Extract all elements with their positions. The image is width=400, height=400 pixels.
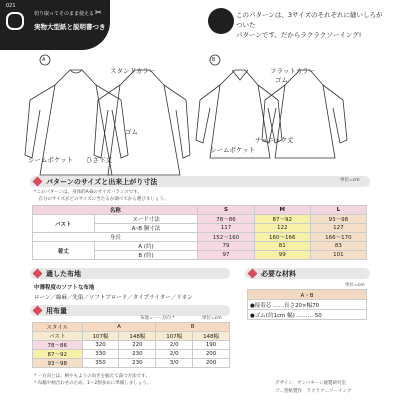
logo-icon bbox=[208, 8, 234, 34]
cell: 230 bbox=[119, 359, 156, 368]
table-row bbox=[33, 215, 367, 224]
cell: 99 bbox=[254, 251, 310, 260]
col-name: 名称 bbox=[33, 206, 198, 215]
table-row bbox=[33, 233, 367, 242]
width-label: 148幅 bbox=[193, 332, 230, 341]
cell: 190 bbox=[193, 341, 230, 350]
cell: 220 bbox=[119, 341, 156, 350]
cell: 200 bbox=[193, 359, 230, 368]
row-label: A (約) bbox=[94, 242, 198, 251]
col-s: S bbox=[198, 206, 254, 215]
cell: 93〜98 bbox=[310, 215, 366, 224]
range: 93〜98 bbox=[33, 359, 83, 368]
header-line-1: 切り取ってそのまま使える bbox=[34, 11, 95, 17]
fabric-examples: ローン／綿麻／先染／ソフトブロード／タイプライター／リネン bbox=[34, 295, 193, 301]
row-label: ヌード寸法 bbox=[94, 215, 198, 224]
usage-table bbox=[32, 322, 230, 368]
size-unit: 単位=cm bbox=[340, 178, 360, 183]
style-b: B bbox=[156, 323, 230, 332]
marker-a-label: A bbox=[42, 57, 46, 63]
width-label: 148幅 bbox=[119, 332, 156, 341]
cell: 127 bbox=[310, 224, 366, 233]
usage-note-1: * 一方向とは、柄やもようの向きを揃えて裁つ方法です。 bbox=[34, 374, 150, 379]
range: 78〜86 bbox=[33, 341, 83, 350]
style-a: A bbox=[82, 323, 156, 332]
materials-col: A・B bbox=[248, 290, 367, 300]
cell: 2/0 bbox=[156, 341, 193, 350]
list-item bbox=[248, 310, 367, 320]
header-line-2: 実物大型紙と説明書つき bbox=[34, 23, 106, 31]
scissors-icon: ✂ bbox=[95, 8, 102, 17]
item-value: ……長さ20×幅70 bbox=[273, 302, 320, 309]
materials-unit: 単位=cm bbox=[345, 283, 365, 288]
intro-text bbox=[236, 10, 386, 40]
cell: 2/0 bbox=[156, 350, 193, 359]
item-label: ●ゴム(約1cm 幅) bbox=[250, 312, 295, 319]
table-row bbox=[33, 350, 230, 359]
a-rubber-label: ゴム bbox=[125, 128, 138, 136]
size-table bbox=[32, 205, 367, 260]
b-collar-label: フラットカラー bbox=[270, 67, 316, 75]
size-note-1: *このパターンは、身体的A-Bのサイズバランスです。 bbox=[34, 190, 142, 195]
cell: 330 bbox=[82, 350, 119, 359]
cell: 83 bbox=[310, 242, 366, 251]
item-value: ……… 50 bbox=[296, 312, 322, 319]
page-number: 021 bbox=[6, 3, 16, 9]
materials-table bbox=[247, 289, 367, 320]
cell: 122 bbox=[254, 224, 310, 233]
group-bust: バスト bbox=[33, 215, 95, 233]
item-label: ●接着芯 bbox=[250, 302, 272, 309]
a-collar-label: スタンドカラー bbox=[110, 67, 156, 75]
bust-label: バスト bbox=[33, 332, 83, 341]
b-rubber-label: ゴム bbox=[275, 76, 288, 84]
row-label: B (約) bbox=[94, 251, 198, 260]
usage-section-title: 用布量 bbox=[46, 307, 67, 315]
row-label: 身長 bbox=[33, 233, 198, 242]
cell: 152〜160 bbox=[198, 233, 254, 242]
cell: 81 bbox=[254, 242, 310, 251]
credit-1: デザイン：サンパターン縫製研究室 bbox=[275, 381, 347, 386]
usage-note-2: * 布幅や柄合わせのため、1〜2割多めに準備しましょう。 bbox=[34, 381, 152, 386]
usage-unit: 単位=cm bbox=[202, 316, 222, 321]
cell: 78〜86 bbox=[198, 215, 254, 224]
list-item bbox=[248, 300, 367, 310]
fabric-section-title: 適した布地 bbox=[46, 270, 81, 278]
cell: 160〜166 bbox=[254, 233, 310, 242]
table-row bbox=[33, 242, 367, 251]
width-label: 107幅 bbox=[156, 332, 193, 341]
fabric-subtitle: 中薄程度のソフトな布地 bbox=[34, 285, 95, 291]
credit-2: ゴ…型紙製作 ラクラク…ソーイング bbox=[275, 389, 352, 394]
logo-icon bbox=[6, 12, 24, 30]
cell: 320 bbox=[82, 341, 119, 350]
style-label: スタイル bbox=[33, 323, 83, 332]
cell: 350 bbox=[82, 359, 119, 368]
b-pocket-label: シームポケット bbox=[210, 146, 256, 154]
a-pocket-label: シームポケット bbox=[28, 156, 74, 164]
group-finish: 着丈 bbox=[33, 242, 95, 260]
table-row bbox=[33, 359, 230, 368]
table-row bbox=[33, 341, 230, 350]
cell: 166〜170 bbox=[310, 233, 366, 242]
cell: 79 bbox=[198, 242, 254, 251]
b-length-label: チュニック丈 bbox=[255, 136, 294, 144]
size-note-2: 自分のサイズがどのサイズに当たるか調べてから選びましょう。 bbox=[34, 197, 169, 202]
col-m: M bbox=[254, 206, 310, 215]
cell: 101 bbox=[310, 251, 366, 260]
cell: 230 bbox=[119, 350, 156, 359]
col-l: L bbox=[310, 206, 366, 215]
cell: 97 bbox=[198, 251, 254, 260]
marker-b-label: B bbox=[212, 57, 216, 63]
materials-section-title: 必要な材料 bbox=[261, 270, 296, 278]
cell: 117 bbox=[198, 224, 254, 233]
size-section-title: パターンのサイズと出来上がり寸法 bbox=[46, 178, 158, 186]
width-label: 107幅 bbox=[82, 332, 119, 341]
intro-line-1: このパターンは、3サイズのそれぞれに縫いしろがついた bbox=[236, 11, 383, 29]
range: 87〜92 bbox=[33, 350, 83, 359]
usage-unit-note: 布地=一ー方向 * bbox=[140, 316, 175, 321]
cell: 3/0 bbox=[156, 359, 193, 368]
cell: 87〜92 bbox=[254, 215, 310, 224]
a-length-label: ひざ下丈 bbox=[86, 156, 112, 164]
cell: 200 bbox=[193, 350, 230, 359]
row-label: A･B 胴寸法 bbox=[94, 224, 198, 233]
intro-line-2: パターンです。だからラクラクソーイング! bbox=[236, 31, 362, 39]
